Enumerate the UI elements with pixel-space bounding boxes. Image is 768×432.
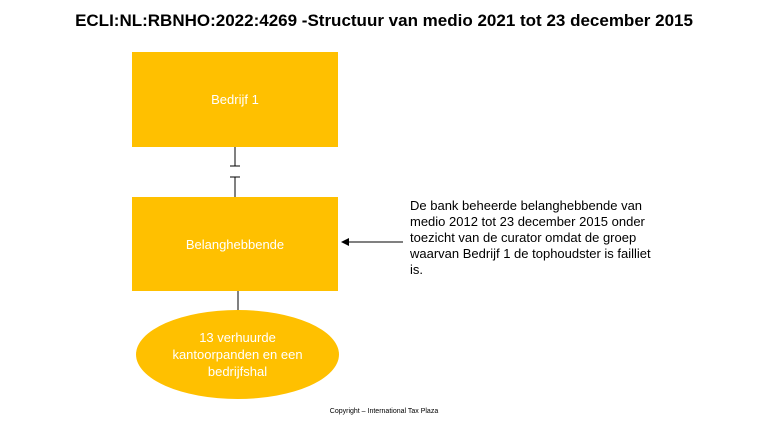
- note-text: De bank beheerde belanghebbende van medio 2012 tot 23 december 2015 onder toezicht van de curator omdat de groep waarvan Bedrijf 1 de tophoudster is failliet is.: [410, 198, 651, 277]
- broken-ownership-connector: [230, 147, 240, 197]
- company-node: [132, 52, 338, 147]
- beneficial-owner-node: [132, 197, 338, 291]
- company-node-label: Bedrijf 1: [211, 92, 259, 107]
- properties-node-label: 13 verhuurde kantoorpanden en een bedrijfshal: [172, 330, 303, 379]
- note-arrow: [341, 238, 403, 246]
- note-arrow-head: [341, 238, 349, 246]
- beneficial-owner-node-label: Belanghebbende: [185, 236, 285, 252]
- properties-node: [136, 310, 339, 399]
- copyright-footer: Copyright – International Tax Plaza: [329, 408, 439, 415]
- diagram-title: ECLI:NL:RBNHO:2022:4269 -Structuur van medio 2021 tot 23 december 2015: [75, 11, 693, 30]
